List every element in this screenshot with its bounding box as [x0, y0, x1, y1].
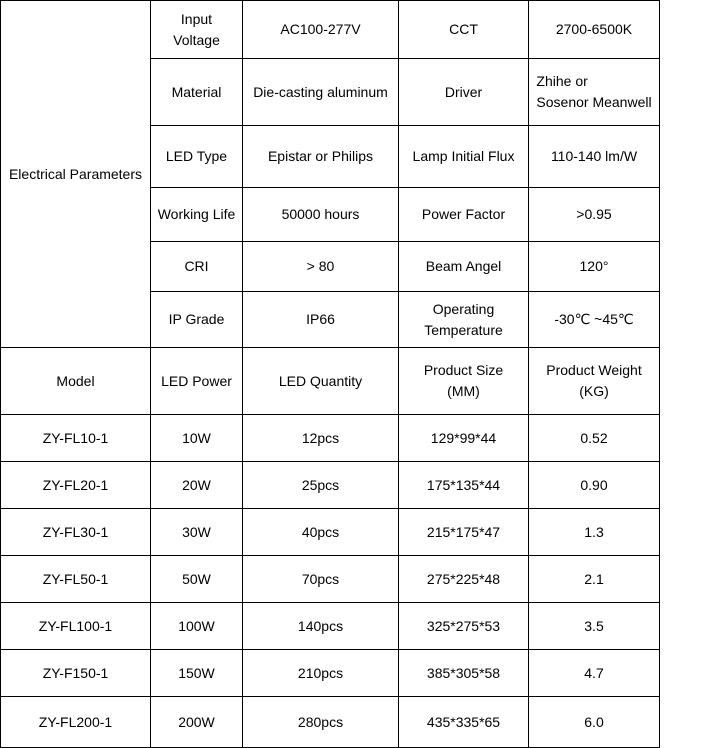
param-name-cell [399, 126, 529, 188]
table-cell: 25pcs [243, 462, 399, 509]
cell-text [426, 256, 502, 277]
cell-text [169, 309, 225, 330]
cell-line: Product Size [423, 362, 504, 378]
param-name-cell [151, 1, 243, 59]
cell-text [413, 146, 515, 167]
param-value-cell [529, 126, 660, 188]
cell-line: >0.95 [576, 206, 612, 222]
cell-line: LED Quantity [278, 372, 363, 389]
cell-text [56, 371, 94, 392]
param-name-cell [399, 59, 529, 126]
model-row [1, 415, 660, 462]
table-cell: ZY-FL100-1 [1, 603, 151, 650]
model-row [1, 650, 660, 697]
table-cell: 210pcs [243, 650, 399, 697]
cell-text [253, 82, 388, 103]
cell-line: Sosenor Meanwell [536, 94, 652, 110]
cell-line: (MM) [447, 383, 480, 399]
table-cell: ZY-FL10-1 [1, 415, 151, 462]
table-cell: 6.0 [529, 697, 660, 748]
cell-line: Die-casting aluminum [253, 83, 388, 100]
cell-text [536, 71, 651, 113]
cell-text [306, 309, 335, 330]
param-value-cell [529, 242, 660, 292]
param-value-cell [243, 1, 399, 59]
param-value-cell [529, 292, 660, 348]
param-value-cell [529, 188, 660, 242]
column-header [529, 348, 660, 415]
table-cell: 150W [151, 650, 243, 697]
table-cell: 20W [151, 462, 243, 509]
cell-line: 50000 hours [281, 206, 360, 222]
table-cell: 129*99*44 [399, 415, 529, 462]
table-cell: 100W [151, 603, 243, 650]
table-cell: 325*275*53 [399, 603, 529, 650]
table-cell: 275*225*48 [399, 556, 529, 603]
cell-text [161, 371, 232, 392]
table-cell: 10W [151, 415, 243, 462]
cell-line: Beam Angel [425, 258, 502, 274]
cell-line: CRI [184, 258, 209, 274]
cell-text [580, 256, 609, 277]
cell-text [556, 19, 632, 40]
column-header [1, 348, 151, 415]
table-cell: 280pcs [243, 697, 399, 748]
column-header [151, 348, 243, 415]
cell-text [282, 204, 360, 225]
cell-line: > 80 [306, 258, 335, 274]
param-name-cell [151, 59, 243, 126]
model-row [1, 697, 660, 748]
table-cell: 0.90 [529, 462, 660, 509]
cell-text [158, 204, 236, 225]
cell-line: 120° [579, 258, 609, 274]
table-cell: ZY-FL200-1 [1, 697, 151, 748]
cell-text [576, 204, 611, 225]
param-name-cell [151, 242, 243, 292]
cell-text [166, 146, 227, 167]
model-row [1, 462, 660, 509]
cell-line: IP66 [306, 311, 335, 327]
cell-line: Operating [432, 300, 495, 317]
table-cell: 50W [151, 556, 243, 603]
cell-line: Working Life [157, 206, 236, 222]
cell-line: Epistar or Philips [267, 148, 374, 164]
table-cell: ZY-FL50-1 [1, 556, 151, 603]
cell-line: Power Factor [421, 206, 506, 222]
cell-text [172, 82, 222, 103]
table-cell: 435*335*65 [399, 697, 529, 748]
cell-line: Material [171, 83, 222, 100]
cell-line: (KG) [579, 383, 609, 399]
param-value-cell [243, 292, 399, 348]
cell-text [551, 146, 637, 167]
param-value-cell [243, 188, 399, 242]
model-row [1, 556, 660, 603]
cell-text [424, 360, 503, 402]
cell-line: Temperature [424, 321, 503, 338]
cell-text [280, 19, 360, 40]
param-name-cell [399, 1, 529, 59]
cell-line: AC100-277V [280, 21, 361, 37]
cell-line: 110-140 lm/W [550, 148, 638, 164]
cell-line: 2700-6500K [555, 21, 633, 37]
electrical-row [1, 1, 660, 59]
table-cell: 12pcs [243, 415, 399, 462]
table-cell: 70pcs [243, 556, 399, 603]
cell-text [445, 82, 482, 103]
cell-text [279, 371, 362, 392]
cell-line: Voltage [173, 31, 220, 48]
table-cell: 0.52 [529, 415, 660, 462]
cell-line: LED Type [165, 148, 228, 164]
cell-line: -30℃ ~45℃ [554, 311, 634, 327]
table-cell: 385*305*58 [399, 650, 529, 697]
model-row [1, 603, 660, 650]
cell-text [307, 256, 335, 277]
param-name-cell [151, 292, 243, 348]
param-name-cell [399, 292, 529, 348]
cell-line: IP Grade [168, 311, 225, 327]
param-value-cell [243, 59, 399, 126]
cell-text [424, 299, 503, 341]
cell-line: Zhihe or [536, 73, 588, 89]
table-cell: ZY-FL20-1 [1, 462, 151, 509]
cell-text [173, 9, 220, 51]
cell-text [554, 309, 633, 330]
table-cell: ZY-FL30-1 [1, 509, 151, 556]
param-value-cell [243, 126, 399, 188]
cell-line: Lamp Initial Flux [412, 148, 515, 164]
table-cell: 30W [151, 509, 243, 556]
table-cell: 40pcs [243, 509, 399, 556]
table-cell: 4.7 [529, 650, 660, 697]
table-cell: 175*135*44 [399, 462, 529, 509]
cell-line: Product Weight [546, 362, 642, 378]
param-name-cell [399, 188, 529, 242]
cell-text [184, 256, 208, 277]
table-cell: 3.5 [529, 603, 660, 650]
table-cell: ZY-F150-1 [1, 650, 151, 697]
table-cell: 1.3 [529, 509, 660, 556]
param-value-cell [529, 59, 660, 126]
cell-text [449, 19, 478, 40]
param-name-cell [151, 188, 243, 242]
model-header-row [1, 348, 660, 415]
table-cell: 140pcs [243, 603, 399, 650]
column-header [243, 348, 399, 415]
electrical-parameters-header: Electrical Parameters [1, 1, 151, 348]
cell-text [268, 146, 373, 167]
spec-table-body [1, 1, 660, 748]
cell-line: Model [56, 372, 95, 389]
table-cell: 215*175*47 [399, 509, 529, 556]
cell-text [422, 204, 505, 225]
cell-line: Driver [444, 83, 483, 100]
model-row [1, 509, 660, 556]
column-header [399, 348, 529, 415]
table-cell: 200W [151, 697, 243, 748]
cell-line: LED Power [161, 372, 232, 389]
param-name-cell [151, 126, 243, 188]
param-value-cell [243, 242, 399, 292]
cell-text [546, 360, 641, 402]
param-name-cell [399, 242, 529, 292]
cell-line: CCT [449, 21, 478, 37]
cell-line: Input [180, 10, 213, 27]
param-value-cell [529, 1, 660, 59]
table-cell: 2.1 [529, 556, 660, 603]
